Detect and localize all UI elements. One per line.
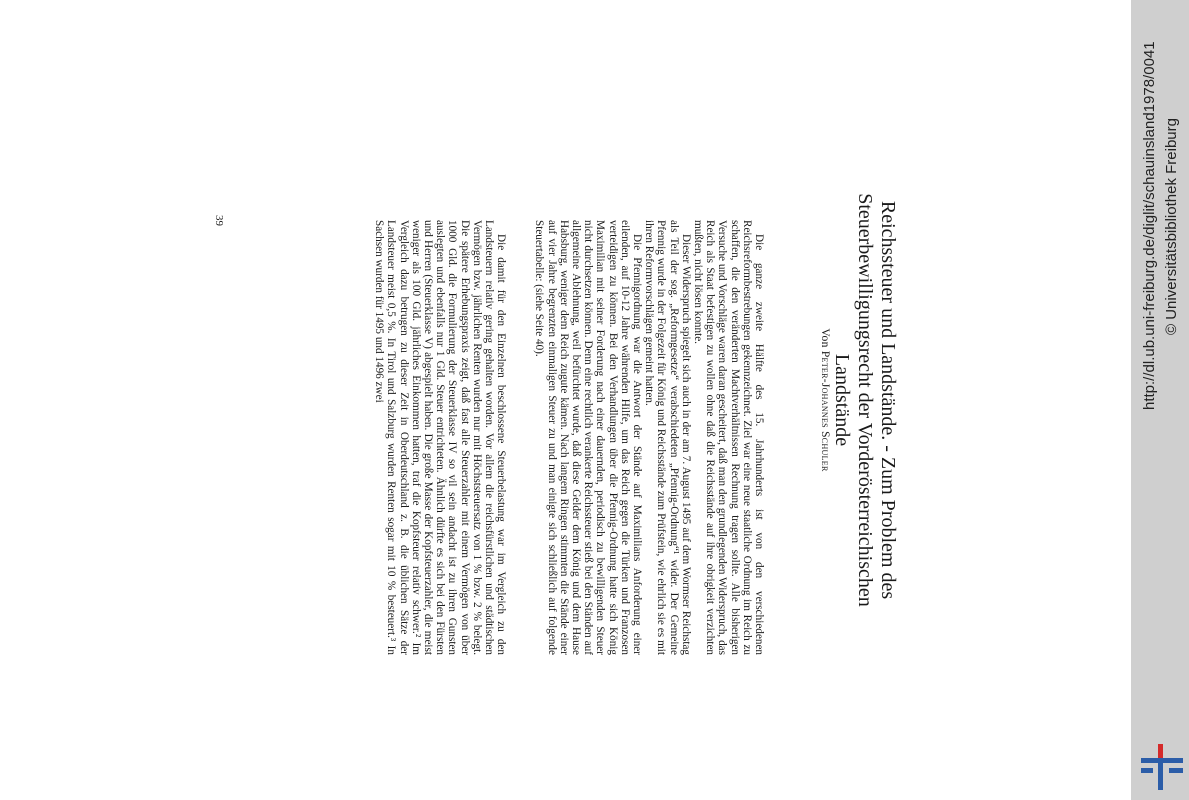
paragraph-2: Dieser Widerspruch spiegelt sich auch in der am 7. August 1495 auf dem Wormser Reichstag als Teil der sog. „Reformgesetze“ verabschiedeten „Pfennig-Ordnung“¹ wider. Der Gemeine Pfennig wurde in der Folgezeit für König und Reichsstände zum Prüfstein, wie ehrlich sie es mit ihren Reformvorschlägen gemeint hatten. — [643, 220, 692, 655]
page-number: 39 — [213, 215, 225, 226]
rotated-page-content — [195, 0, 915, 800]
paragraph-1: Die ganze zweite Hälfte des 15. Jahrhunderts ist von den verschiedenen Reichsreformbestrebungen gekennzeichnet. Ziel war eine neue staatliche Ordnung im Reich zu schaffen, die den veränderten Machtverhältnissen Rechnung tragen sollte. Alle bisherigen Versuche und Vorschläge waren daran gescheitert, daß man den grundlegenden Widerspruch, das Reich als Staat befestigen zu wollen ohne daß die Reichsstände auf ihre obrigkeit verzichten mußten, nicht lösen konnte. — [691, 220, 765, 655]
document-page — [195, 0, 915, 800]
author-prefix: Von — [819, 328, 831, 348]
article-body — [373, 220, 765, 655]
title-line-1: Reichssteuer und Landstände. - Zum Problem des — [877, 200, 899, 600]
university-library-logo-icon — [1141, 744, 1183, 790]
paragraph-3: Die Pfennigordnung war die Antwort der Stände auf Maximilians Anforderung einer eilenden, auf 10-12 Jahre währenden Hilfe, um das Reich gegen die Türken und Franzosen verteidigen zu können. Bei den Verhandlungen über die Pfennig-Ordnung hatte sich König Maximilian mit seiner Forderung nach einer dauernden, periodisch zu bewilligenden Steuer nicht durchsetzen können. Denn eine rechtlich verankerte Reichssteuer stieß bei den Ständen auf allgemeine Ablehnung, weil befürchtet wurde, daß diese Gelder dem König und dem Hause Habsburg, weniger dem Reich zugute kämen. Nach langem Ringen stimmten die Stände einer auf vier Jahre begrenzten einmaligen Steuer zu und man einigte sich schließlich auf folgende Steuertabelle: (siehe Seite 40). — [533, 220, 643, 655]
source-url-link[interactable]: http://dl.ub.uni-freiburg.de/diglit/schauinsland1978/0041 — [1141, 41, 1158, 410]
author-name: Peter-Johannes Schuler — [819, 350, 831, 472]
author-line — [819, 0, 831, 800]
title-line-2: Steuerbewilligungsrecht der Vorderösterreichischen — [854, 193, 876, 607]
copyright-notice: © Universitätsbibliothek Freiburg — [1163, 118, 1180, 335]
title-line-3: Landstände — [831, 353, 853, 447]
paragraph-4: Die damit für den Einzelnen beschlossene Steuerbelastung war im Vergleich zu den Landsteuern relativ gering gehalten worden. Vor allem die reichsfürstlichen und städtischen Vermögen bzw. jährlichen Renten wurden nur mit Höchststeuersatz von 1 % bzw. 2 % belegt. Die spätere Erhebungspraxis zeigt, daß fast alle Steuerzahler mit einem Vermögen von über 1000 Gld. die Formulierung der Steuerklasse IV so vil sein andacht ist zu ihren Gunsten auslegten und ebenfalls nur 1 Gld. Steuer entrichteten. Ähnlich dürfte es sich bei den Fürsten und Herren (Steuerklasse V) abgespielt haben. Die große Masse der Kopfsteuerzahler, die meist weniger als 100 Gld. jährliches Einkommen hatten, traf die Kopfsteuer relativ schwer.² Im Vergleich dazu betrugen zu dieser Zeit in Oberdeutschland z. B. die üblichen Sätze der Landsteuer meist 0,5 %. In Tirol und Salzburg wurden Renten sogar mit 10 % besteuert.³ In Sachsen wurden für 1495 und 1496 zwei — [373, 220, 508, 655]
viewer-sidebar — [1131, 0, 1189, 800]
article-title — [830, 0, 899, 800]
